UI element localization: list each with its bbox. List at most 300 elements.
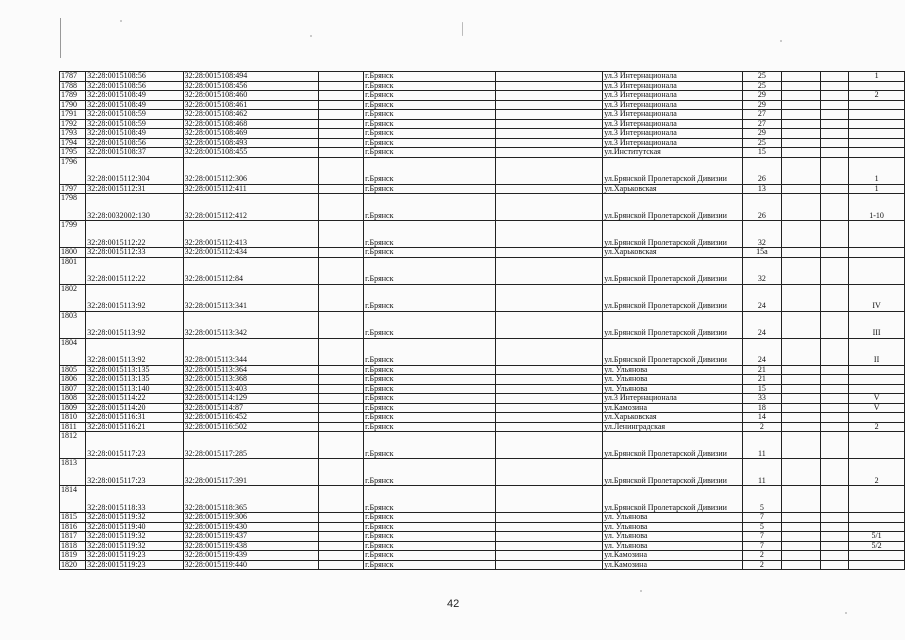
house-cell: 15 xyxy=(742,148,781,158)
house-cell: 29 xyxy=(742,129,781,139)
row-number: 1801 xyxy=(60,257,86,284)
empty-cell xyxy=(318,129,363,139)
parcel-number: 32:28:0015108:56 xyxy=(86,81,183,91)
table-row xyxy=(60,384,905,394)
empty-cell xyxy=(782,541,821,551)
city-cell: г.Брянск xyxy=(364,413,496,423)
premise-cell xyxy=(849,413,905,423)
empty-cell xyxy=(495,248,602,258)
street-cell: ул.Камозина xyxy=(603,551,743,561)
empty-cell xyxy=(495,138,602,148)
empty-cell xyxy=(495,560,602,570)
premise-cell xyxy=(849,432,905,459)
city-cell: г.Брянск xyxy=(364,375,496,385)
house-cell: 15а xyxy=(742,248,781,258)
table-row xyxy=(60,413,905,423)
premise-cell xyxy=(849,384,905,394)
table-row xyxy=(60,311,905,338)
street-cell: ул.Харьковская xyxy=(603,413,743,423)
premise-cell xyxy=(849,560,905,570)
city-cell: г.Брянск xyxy=(364,394,496,404)
table-row xyxy=(60,129,905,139)
empty-cell xyxy=(782,375,821,385)
street-cell: ул.Брянской Пролетарской Дивизии xyxy=(603,432,743,459)
premise-cell: 1 xyxy=(849,72,905,82)
parcel-number: 32:28:0015108:49 xyxy=(86,91,183,101)
house-cell: 29 xyxy=(742,100,781,110)
street-cell: ул.Брянской Пролетарской Дивизии xyxy=(603,221,743,248)
city-cell: г.Брянск xyxy=(364,486,496,513)
house-cell: 5 xyxy=(742,486,781,513)
empty-cell xyxy=(820,248,848,258)
table-row xyxy=(60,119,905,129)
empty-cell xyxy=(782,119,821,129)
table-row xyxy=(60,403,905,413)
street-cell: ул. Ульянова xyxy=(603,541,743,551)
house-cell: 25 xyxy=(742,72,781,82)
parcel-number: 32:28:0015117:23 xyxy=(86,459,183,486)
premise-cell xyxy=(849,81,905,91)
house-cell: 7 xyxy=(742,541,781,551)
table-row xyxy=(60,532,905,542)
table-row xyxy=(60,513,905,523)
empty-cell xyxy=(318,413,363,423)
premise-cell: IV xyxy=(849,284,905,311)
street-cell: ул. Ульянова xyxy=(603,365,743,375)
row-number: 1812 xyxy=(60,432,86,459)
row-number: 1794 xyxy=(60,138,86,148)
street-cell: ул.3 Интернационала xyxy=(603,100,743,110)
empty-cell xyxy=(318,459,363,486)
table-row xyxy=(60,522,905,532)
object-number: 32:28:0015108:469 xyxy=(183,129,318,139)
empty-cell xyxy=(318,100,363,110)
parcel-number: 32:28:0015119:40 xyxy=(86,522,183,532)
premise-cell: 2 xyxy=(849,91,905,101)
row-number: 1818 xyxy=(60,541,86,551)
table-row xyxy=(60,375,905,385)
object-number: 32:28:0015108:493 xyxy=(183,138,318,148)
empty-cell xyxy=(495,551,602,561)
city-cell: г.Брянск xyxy=(364,403,496,413)
empty-cell xyxy=(495,513,602,523)
house-cell: 11 xyxy=(742,432,781,459)
row-number: 1800 xyxy=(60,248,86,258)
empty-cell xyxy=(820,459,848,486)
empty-cell xyxy=(782,560,821,570)
empty-cell xyxy=(782,486,821,513)
empty-cell xyxy=(820,194,848,221)
parcel-number: 32:28:0015113:135 xyxy=(86,365,183,375)
house-cell: 27 xyxy=(742,110,781,120)
scan-edge-mark xyxy=(60,18,61,58)
object-number: 32:28:0015112:412 xyxy=(183,194,318,221)
house-cell: 11 xyxy=(742,459,781,486)
empty-cell xyxy=(820,532,848,542)
scan-speck xyxy=(780,40,782,42)
house-cell: 24 xyxy=(742,284,781,311)
object-number: 32:28:0015113:341 xyxy=(183,284,318,311)
empty-cell xyxy=(495,148,602,158)
table-row xyxy=(60,560,905,570)
street-cell: ул.3 Интернационала xyxy=(603,72,743,82)
city-cell: г.Брянск xyxy=(364,365,496,375)
empty-cell xyxy=(495,532,602,542)
empty-cell xyxy=(820,110,848,120)
premise-cell xyxy=(849,522,905,532)
empty-cell xyxy=(820,403,848,413)
street-cell: ул.3 Интернационала xyxy=(603,91,743,101)
city-cell: г.Брянск xyxy=(364,522,496,532)
table-row xyxy=(60,459,905,486)
house-cell: 25 xyxy=(742,138,781,148)
empty-cell xyxy=(782,129,821,139)
premise-cell: 1-10 xyxy=(849,194,905,221)
city-cell: г.Брянск xyxy=(364,72,496,82)
table-row xyxy=(60,394,905,404)
empty-cell xyxy=(820,551,848,561)
object-number: 32:28:0015116:452 xyxy=(183,413,318,423)
empty-cell xyxy=(318,486,363,513)
empty-cell xyxy=(318,311,363,338)
empty-cell xyxy=(495,119,602,129)
parcel-number: 32:28:0015112:31 xyxy=(86,184,183,194)
empty-cell xyxy=(495,72,602,82)
empty-cell xyxy=(318,394,363,404)
parcel-number: 32:28:0015113:140 xyxy=(86,384,183,394)
premise-cell: 1 xyxy=(849,157,905,184)
city-cell: г.Брянск xyxy=(364,100,496,110)
table-row xyxy=(60,432,905,459)
table-row xyxy=(60,338,905,365)
row-number: 1802 xyxy=(60,284,86,311)
object-number: 32:28:0015112:413 xyxy=(183,221,318,248)
row-number: 1798 xyxy=(60,194,86,221)
empty-cell xyxy=(318,138,363,148)
empty-cell xyxy=(820,148,848,158)
parcel-number: 32:28:0015108:56 xyxy=(86,72,183,82)
street-cell: ул.Брянской Пролетарской Дивизии xyxy=(603,284,743,311)
object-number: 32:28:0015113:344 xyxy=(183,338,318,365)
table-row xyxy=(60,486,905,513)
city-cell: г.Брянск xyxy=(364,138,496,148)
premise-cell xyxy=(849,110,905,120)
empty-cell xyxy=(782,384,821,394)
empty-cell xyxy=(820,541,848,551)
premise-cell: 5/1 xyxy=(849,532,905,542)
house-cell: 33 xyxy=(742,394,781,404)
table-row xyxy=(60,541,905,551)
parcel-number: 32:28:0015108:59 xyxy=(86,119,183,129)
premise-cell xyxy=(849,148,905,158)
parcel-number: 32:28:0015119:32 xyxy=(86,532,183,542)
premise-cell: V xyxy=(849,403,905,413)
house-cell: 13 xyxy=(742,184,781,194)
object-number: 32:28:0015112:84 xyxy=(183,257,318,284)
empty-cell xyxy=(495,100,602,110)
city-cell: г.Брянск xyxy=(364,513,496,523)
empty-cell xyxy=(820,91,848,101)
empty-cell xyxy=(318,148,363,158)
row-number: 1811 xyxy=(60,422,86,432)
empty-cell xyxy=(782,91,821,101)
empty-cell xyxy=(820,81,848,91)
empty-cell xyxy=(495,384,602,394)
empty-cell xyxy=(318,375,363,385)
object-number: 32:28:0015119:430 xyxy=(183,522,318,532)
empty-cell xyxy=(782,100,821,110)
parcel-number: 32:28:0015108:59 xyxy=(86,110,183,120)
city-cell: г.Брянск xyxy=(364,248,496,258)
city-cell: г.Брянск xyxy=(364,338,496,365)
object-number: 32:28:0015118:365 xyxy=(183,486,318,513)
object-number: 32:28:0015119:438 xyxy=(183,541,318,551)
row-number: 1819 xyxy=(60,551,86,561)
premise-cell: 1 xyxy=(849,184,905,194)
scan-speck xyxy=(845,612,847,614)
row-number: 1820 xyxy=(60,560,86,570)
street-cell: ул. Ульянова xyxy=(603,532,743,542)
house-cell: 14 xyxy=(742,413,781,423)
premise-cell: V xyxy=(849,394,905,404)
registry-table-body xyxy=(60,72,905,570)
empty-cell xyxy=(820,384,848,394)
empty-cell xyxy=(318,532,363,542)
empty-cell xyxy=(820,486,848,513)
empty-cell xyxy=(495,486,602,513)
street-cell: ул.Брянской Пролетарской Дивизии xyxy=(603,459,743,486)
empty-cell xyxy=(318,284,363,311)
empty-cell xyxy=(318,157,363,184)
premise-cell: 2 xyxy=(849,422,905,432)
empty-cell xyxy=(495,522,602,532)
empty-cell xyxy=(820,100,848,110)
parcel-number: 32:28:0015116:21 xyxy=(86,422,183,432)
street-cell: ул.Харьковская xyxy=(603,184,743,194)
table-row xyxy=(60,248,905,258)
empty-cell xyxy=(495,194,602,221)
street-cell: ул.3 Интернационала xyxy=(603,119,743,129)
street-cell: ул.3 Интернационала xyxy=(603,138,743,148)
city-cell: г.Брянск xyxy=(364,148,496,158)
street-cell: ул.Брянской Пролетарской Дивизии xyxy=(603,157,743,184)
street-cell: ул.Брянской Пролетарской Дивизии xyxy=(603,311,743,338)
empty-cell xyxy=(318,403,363,413)
scan-speck xyxy=(310,35,312,37)
city-cell: г.Брянск xyxy=(364,119,496,129)
house-cell: 18 xyxy=(742,403,781,413)
empty-cell xyxy=(820,221,848,248)
empty-cell xyxy=(495,338,602,365)
parcel-number: 32:28:0015112:304 xyxy=(86,157,183,184)
row-number: 1787 xyxy=(60,72,86,82)
parcel-number: 32:28:0015114:20 xyxy=(86,403,183,413)
parcel-number: 32:28:0015112:33 xyxy=(86,248,183,258)
empty-cell xyxy=(495,129,602,139)
parcel-number: 32:28:0015108:37 xyxy=(86,148,183,158)
row-number: 1815 xyxy=(60,513,86,523)
empty-cell xyxy=(318,551,363,561)
street-cell: ул. Ульянова xyxy=(603,522,743,532)
object-number: 32:28:0015108:468 xyxy=(183,119,318,129)
premise-cell: 5/2 xyxy=(849,541,905,551)
empty-cell xyxy=(782,394,821,404)
house-cell: 24 xyxy=(742,311,781,338)
row-number: 1814 xyxy=(60,486,86,513)
city-cell: г.Брянск xyxy=(364,110,496,120)
row-number: 1817 xyxy=(60,532,86,542)
house-cell: 32 xyxy=(742,221,781,248)
empty-cell xyxy=(318,119,363,129)
empty-cell xyxy=(820,338,848,365)
object-number: 32:28:0015113:368 xyxy=(183,375,318,385)
table-row xyxy=(60,138,905,148)
object-number: 32:28:0015108:460 xyxy=(183,91,318,101)
parcel-number: 32:28:0015118:33 xyxy=(86,486,183,513)
street-cell: ул.Институтская xyxy=(603,148,743,158)
empty-cell xyxy=(820,522,848,532)
parcel-number: 32:28:0015119:23 xyxy=(86,551,183,561)
row-number: 1799 xyxy=(60,221,86,248)
empty-cell xyxy=(495,375,602,385)
table-row xyxy=(60,91,905,101)
table-row xyxy=(60,100,905,110)
premise-cell xyxy=(849,486,905,513)
premise-cell xyxy=(849,248,905,258)
parcel-number: 32:28:0015113:92 xyxy=(86,338,183,365)
house-cell: 29 xyxy=(742,91,781,101)
empty-cell xyxy=(318,522,363,532)
row-number: 1804 xyxy=(60,338,86,365)
empty-cell xyxy=(495,257,602,284)
city-cell: г.Брянск xyxy=(364,91,496,101)
empty-cell xyxy=(318,257,363,284)
scan-speck xyxy=(120,20,122,22)
empty-cell xyxy=(820,284,848,311)
empty-cell xyxy=(782,413,821,423)
row-number: 1797 xyxy=(60,184,86,194)
empty-cell xyxy=(820,184,848,194)
object-number: 32:28:0015108:455 xyxy=(183,148,318,158)
empty-cell xyxy=(318,81,363,91)
empty-cell xyxy=(495,541,602,551)
parcel-number: 32:28:0015108:49 xyxy=(86,129,183,139)
house-cell: 15 xyxy=(742,384,781,394)
empty-cell xyxy=(495,394,602,404)
empty-cell xyxy=(782,194,821,221)
parcel-number: 32:28:0015119:32 xyxy=(86,513,183,523)
house-cell: 24 xyxy=(742,338,781,365)
parcel-number: 32:28:0015119:23 xyxy=(86,560,183,570)
empty-cell xyxy=(495,157,602,184)
city-cell: г.Брянск xyxy=(364,532,496,542)
street-cell: ул. Ульянова xyxy=(603,513,743,523)
parcel-number: 32:28:0015113:92 xyxy=(86,284,183,311)
house-cell: 21 xyxy=(742,375,781,385)
house-cell: 25 xyxy=(742,81,781,91)
empty-cell xyxy=(820,365,848,375)
table-row xyxy=(60,284,905,311)
empty-cell xyxy=(782,338,821,365)
scan-speck xyxy=(462,22,463,36)
row-number: 1790 xyxy=(60,100,86,110)
street-cell: ул.Ленинградская xyxy=(603,422,743,432)
empty-cell xyxy=(820,72,848,82)
city-cell: г.Брянск xyxy=(364,432,496,459)
page-number: 42 xyxy=(447,598,460,610)
empty-cell xyxy=(495,422,602,432)
table-row xyxy=(60,72,905,82)
house-cell: 21 xyxy=(742,365,781,375)
empty-cell xyxy=(782,81,821,91)
empty-cell xyxy=(495,110,602,120)
premise-cell xyxy=(849,375,905,385)
city-cell: г.Брянск xyxy=(364,311,496,338)
empty-cell xyxy=(318,194,363,221)
parcel-number: 32:28:0015114:22 xyxy=(86,394,183,404)
empty-cell xyxy=(782,257,821,284)
premise-cell xyxy=(849,138,905,148)
empty-cell xyxy=(318,365,363,375)
city-cell: г.Брянск xyxy=(364,541,496,551)
street-cell: ул.Брянской Пролетарской Дивизии xyxy=(603,257,743,284)
empty-cell xyxy=(820,157,848,184)
street-cell: ул.Брянской Пролетарской Дивизии xyxy=(603,486,743,513)
city-cell: г.Брянск xyxy=(364,194,496,221)
house-cell: 2 xyxy=(742,551,781,561)
object-number: 32:28:0015116:502 xyxy=(183,422,318,432)
empty-cell xyxy=(318,72,363,82)
object-number: 32:28:0015108:456 xyxy=(183,81,318,91)
empty-cell xyxy=(495,81,602,91)
parcel-number: 32:28:0032002:130 xyxy=(86,194,183,221)
empty-cell xyxy=(820,513,848,523)
empty-cell xyxy=(495,413,602,423)
city-cell: г.Брянск xyxy=(364,221,496,248)
empty-cell xyxy=(820,138,848,148)
empty-cell xyxy=(782,432,821,459)
empty-cell xyxy=(318,221,363,248)
row-number: 1805 xyxy=(60,365,86,375)
table-row xyxy=(60,221,905,248)
object-number: 32:28:0015117:391 xyxy=(183,459,318,486)
premise-cell xyxy=(849,221,905,248)
street-cell: ул.Камозина xyxy=(603,403,743,413)
table-row xyxy=(60,184,905,194)
empty-cell xyxy=(820,129,848,139)
house-cell: 32 xyxy=(742,257,781,284)
row-number: 1789 xyxy=(60,91,86,101)
empty-cell xyxy=(318,513,363,523)
empty-cell xyxy=(318,91,363,101)
empty-cell xyxy=(820,422,848,432)
premise-cell: 2 xyxy=(849,459,905,486)
object-number: 32:28:0015119:306 xyxy=(183,513,318,523)
street-cell: ул.Камозина xyxy=(603,560,743,570)
empty-cell xyxy=(782,72,821,82)
empty-cell xyxy=(820,413,848,423)
empty-cell xyxy=(782,422,821,432)
street-cell: ул.Харьковская xyxy=(603,248,743,258)
city-cell: г.Брянск xyxy=(364,284,496,311)
empty-cell xyxy=(782,184,821,194)
object-number: 32:28:0015114:87 xyxy=(183,403,318,413)
empty-cell xyxy=(820,257,848,284)
house-cell: 7 xyxy=(742,532,781,542)
empty-cell xyxy=(782,221,821,248)
row-number: 1816 xyxy=(60,522,86,532)
row-number: 1807 xyxy=(60,384,86,394)
